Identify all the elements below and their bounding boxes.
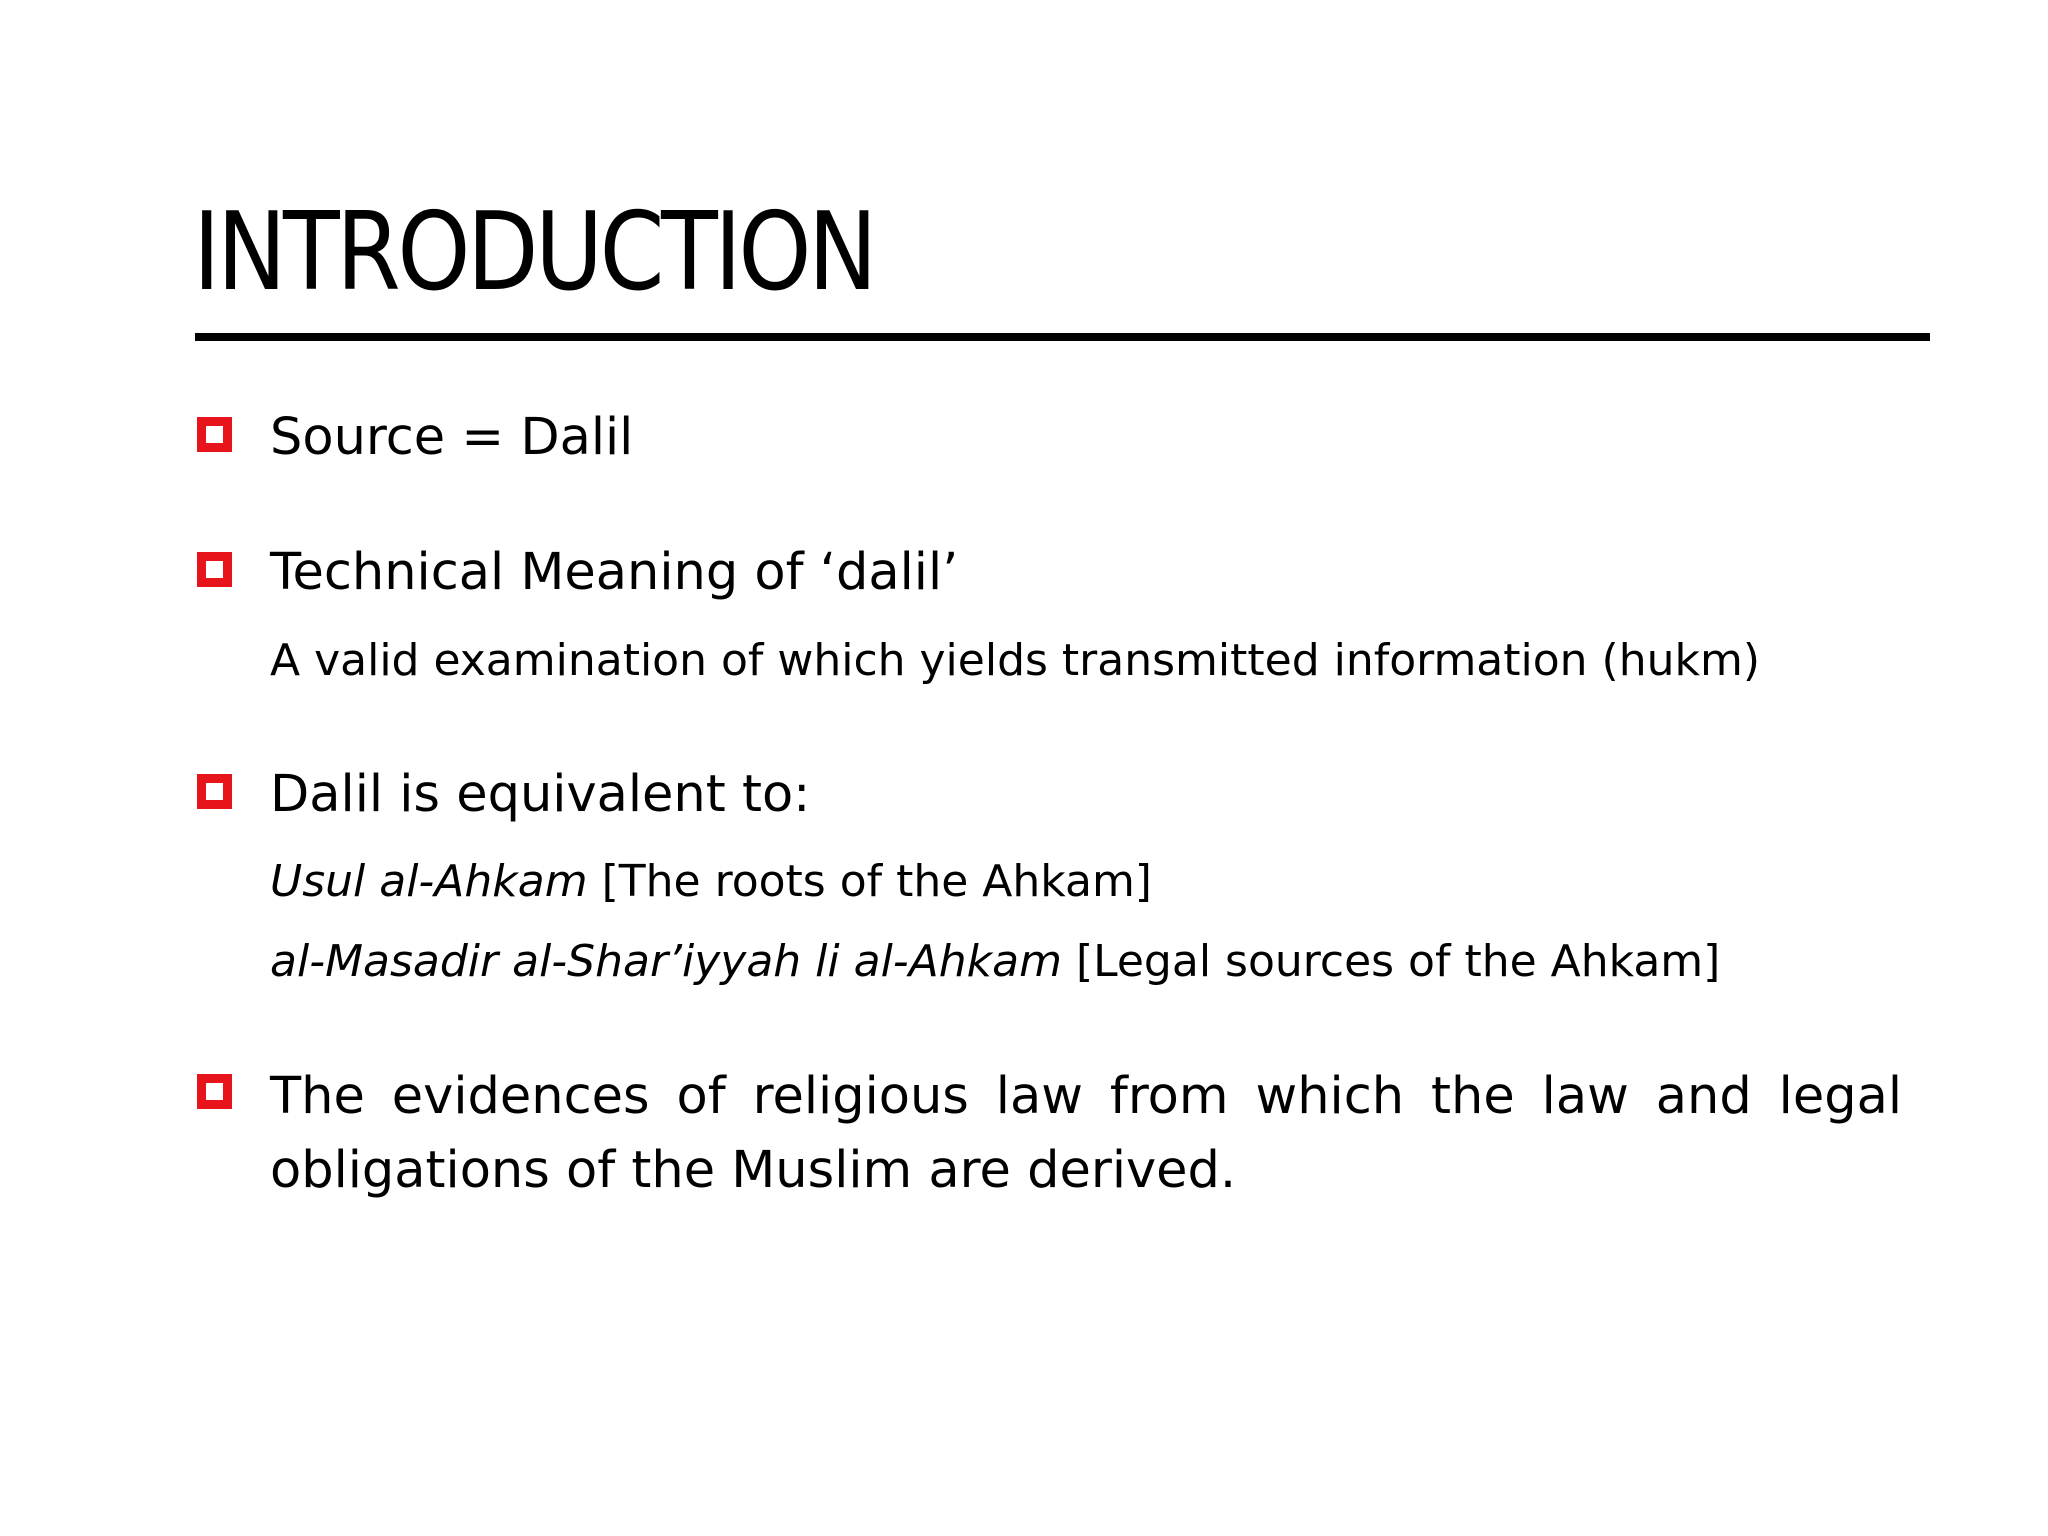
- bullet-item-evidences: The evidences of religious law from which the law and legal obligations of the Muslim are derived.: [270, 1067, 1902, 1200]
- title-underline: [195, 333, 1930, 341]
- sub-item-usul: [270, 855, 1152, 909]
- square-bullet-icon: [197, 774, 232, 809]
- sub-item-term: al-Masadir al-Shar’iyyah li al-Ahkam: [270, 936, 1062, 987]
- bullet-item-source: Source = Dalil: [270, 408, 634, 467]
- sub-item-gloss: [Legal sources of the Ahkam]: [1061, 936, 1721, 987]
- bullet-item-technical-meaning: Technical Meaning of ‘dalil’: [270, 543, 959, 602]
- bullet-item-equivalent: Dalil is equivalent to:: [270, 765, 811, 824]
- slide-title: INTRODUCTION: [193, 190, 875, 315]
- square-bullet-icon: [197, 417, 232, 452]
- square-bullet-icon: [197, 1074, 232, 1109]
- sub-item-masadir: [270, 935, 1720, 989]
- sub-item-gloss: [The roots of the Ahkam]: [587, 856, 1152, 907]
- sub-item-definition: A valid examination of which yields transmitted information (hukm): [270, 635, 1760, 686]
- square-bullet-icon: [197, 552, 232, 587]
- sub-item-term: Usul al-Ahkam: [270, 856, 588, 907]
